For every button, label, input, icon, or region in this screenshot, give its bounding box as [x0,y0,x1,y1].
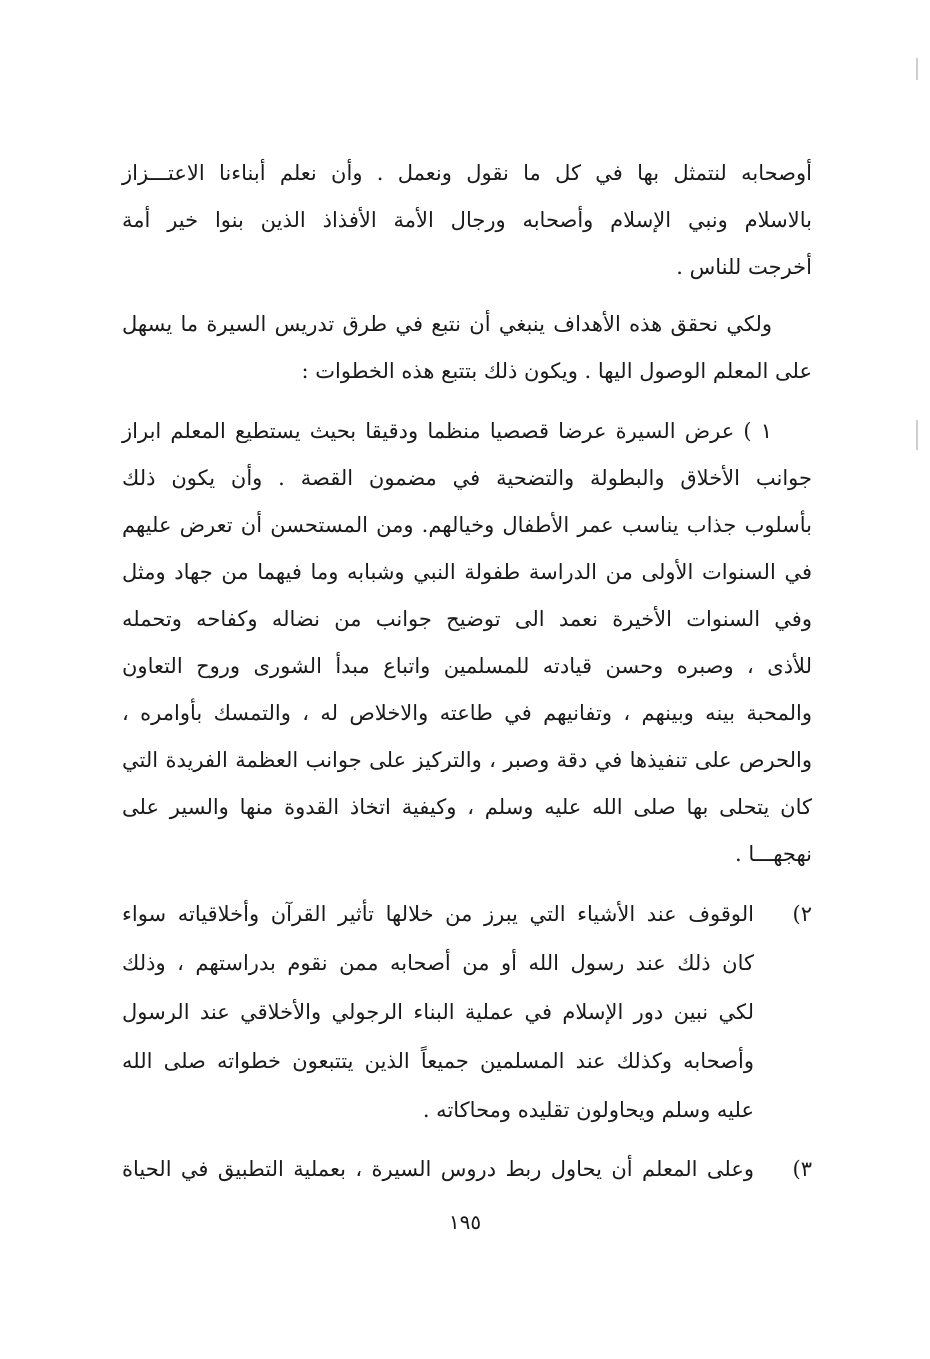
text-line: للأذى ، وصبره وحسن قيادته للمسلمين واتباع مبدأ الشورى وروح التعاون [122,654,812,678]
text-line: بأسلوب جذاب يناسب عمر الأطفال وخيالهم. ومن المستحسن أن تعرض عليهم [122,513,812,537]
page-number: ١٩٥ [448,1210,482,1234]
text-line: وأصحابه وكذلك عند المسلمين جميعاً الذين يتتبعون خطواته صلى الله [122,1049,754,1073]
text-line: وفي السنوات الأخيرة نعمد الى توضيح جوانب من نضاله وكفاحه وتحمله [122,607,812,631]
text-line: أخرجت للناس . [676,255,812,279]
text-line: كان ذلك عند رسول الله أو من أصحابه ممن نقوم بدراستهم ، وذلك [122,951,754,975]
text-line: وعلى المعلم أن يحاول ربط دروس السيرة ، بعملية التطبيق في الحياة [122,1157,754,1181]
text-line: والمحبة بينه وبينهم ، وتفانيهم في طاعته والاخلاص له ، والتمسك بأوامره ، [122,701,812,725]
text-line: بالاسلام ونبي الإسلام وأصحابه ورجال الأمة الأفذاذ الذين بنوا خير أمة [122,208,812,232]
step-2-item [122,890,812,1135]
paragraph-continuation [122,150,812,291]
step-3-item [122,1145,812,1194]
item-number: ٢) [792,902,812,926]
text-line: نهجهـــا . [735,842,812,866]
step-1-paragraph [122,408,812,878]
text-line: ١ ) عرض السيرة عرضا قصصيا منظما ودقيقا بحيث يستطيع المعلم ابراز [122,419,772,443]
text-line: الوقوف عند الأشياء التي يبرز من خلالها تأثير القرآن وأخلاقياته سواء [122,902,754,926]
text-line: عليه وسلم ويحاولون تقليده ومحاكاته . [422,1098,754,1122]
scan-edge-mark [916,420,918,450]
text-line: ولكي نحقق هذه الأهداف ينبغي أن نتبع في طرق تدريس السيرة ما يسهل [122,312,772,336]
text-line: على المعلم الوصول اليها . ويكون ذلك بتتبع هذه الخطوات : [301,359,812,383]
text-line: أوصحابه لنتمثل بها في كل ما نقول ونعمل . وأن نعلم أبناءنا الاعتـــزاز [122,161,812,185]
text-line: في السنوات الأولى من الدراسة طفولة النبي وشبابه وما فيهما من جهاد ومثل [122,560,812,584]
text-line: كان يتحلى بها صلى الله عليه وسلم ، وكيفية اتخاذ القدوة منها والسير على [122,795,812,819]
text-line: لكي نبين دور الإسلام في عملية البناء الرجولي والأخلاقي عند الرسول [122,1000,754,1024]
paragraph-intro-steps [122,301,812,395]
scan-edge-mark [916,58,918,80]
text-line: جوانب الأخلاق والبطولة والتضحية في مضمون القصة . وأن يكون ذلك [122,466,812,490]
text-line: والحرص على تنفيذها في دقة وصبر ، والتركيز على جوانب العظمة الفريدة التي [122,748,812,772]
item-number: ٣) [792,1157,812,1181]
